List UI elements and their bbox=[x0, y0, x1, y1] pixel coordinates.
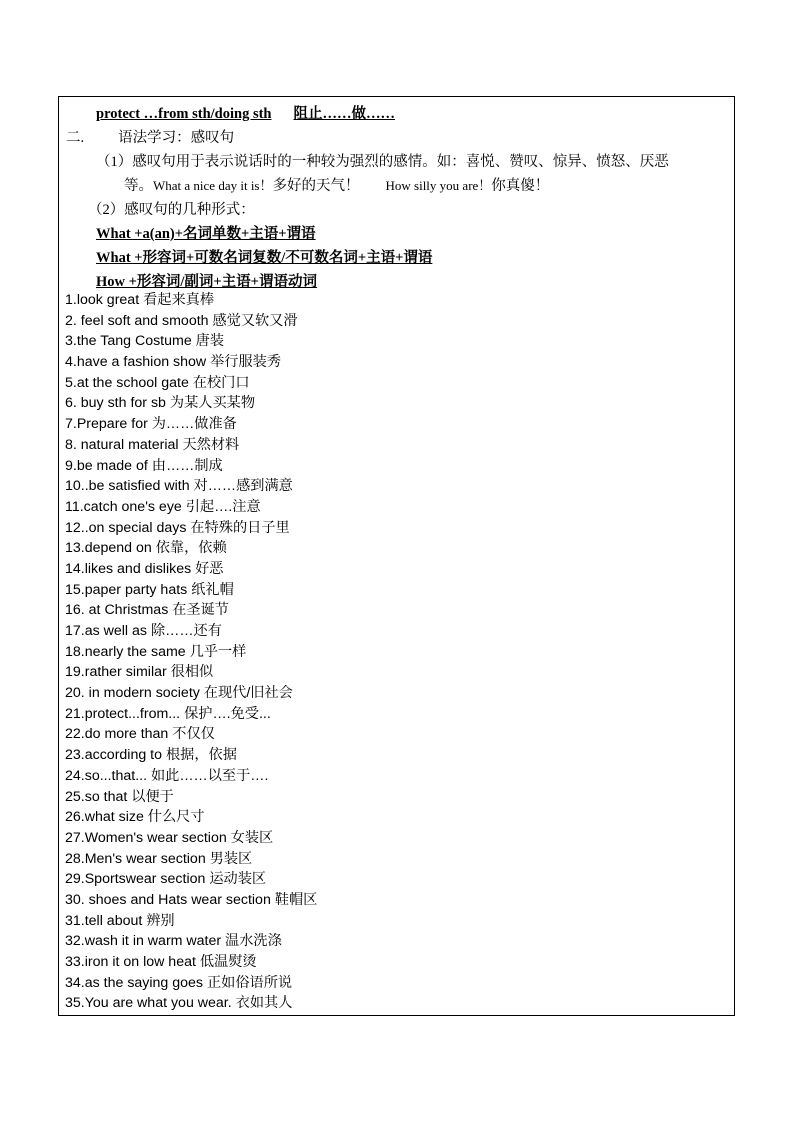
vocab-item: 8. natural material 天然材料 bbox=[65, 436, 240, 453]
vocab-item: 14.likes and dislikes 好恶 bbox=[65, 560, 224, 577]
vocab-item: 16. at Christmas 在圣诞节 bbox=[65, 602, 229, 619]
pattern-2: What +形容词+可数名词复数/不可数名词+主语+谓语 bbox=[96, 250, 433, 266]
section-heading bbox=[66, 126, 234, 147]
vocab-item: 21.protect...from... 保护….免受... bbox=[65, 705, 271, 722]
vocab-item: 25.so that 以便于 bbox=[65, 788, 174, 805]
point-2: （2）感叹句的几种形式： bbox=[88, 202, 255, 218]
vocab-item: 11.catch one's eye 引起….注意 bbox=[65, 498, 261, 515]
vocab-item: 2. feel soft and smooth 感觉又软又滑 bbox=[65, 312, 298, 329]
example-1-chinese: 多好的天气！ bbox=[272, 178, 360, 194]
vocab-item: 10..be satisfied with 对……感到满意 bbox=[65, 478, 293, 495]
vocab-item: 32.wash it in warm water 温水洗涤 bbox=[65, 933, 282, 950]
vocab-item: 9.be made of 由……制成 bbox=[65, 457, 223, 474]
example-1-english: What a nice day it is！ bbox=[153, 178, 273, 193]
vocab-item: 4.have a fashion show 举行服装秀 bbox=[65, 354, 282, 371]
protect-phrase: protect …from sth/doing sth bbox=[96, 106, 272, 122]
pattern-3: How +形容词/副词+主语+谓语动词 bbox=[96, 274, 317, 290]
vocab-item: 24.so...that... 如此……以至于…. bbox=[65, 767, 269, 784]
point-1-line-2 bbox=[124, 174, 549, 195]
protect-phrase-line bbox=[96, 102, 395, 123]
vocab-item: 22.do more than 不仅仅 bbox=[65, 726, 215, 743]
vocab-item: 3.the Tang Costume 唐装 bbox=[65, 333, 225, 350]
vocab-item: 12..on special days 在特殊的日子里 bbox=[65, 519, 290, 536]
pattern-1: What +a(an)+名词单数+主语+谓语 bbox=[96, 226, 316, 242]
vocab-item: 7.Prepare for 为……做准备 bbox=[65, 416, 237, 433]
vocab-item: 35.You are what you wear. 衣如其人 bbox=[65, 995, 293, 1012]
vocab-item: 27.Women's wear section 女装区 bbox=[65, 829, 274, 846]
vocab-item: 26.what size 什么尺寸 bbox=[65, 809, 205, 826]
vocab-item: 15.paper party hats 纸礼帽 bbox=[65, 581, 234, 598]
vocab-item: 34.as the saying goes 正如俗语所说 bbox=[65, 974, 293, 991]
vocab-item: 18.nearly the same 几乎一样 bbox=[65, 643, 247, 660]
section-number: 二. bbox=[66, 130, 85, 146]
vocab-item: 20. in modern society 在现代/旧社会 bbox=[65, 685, 293, 702]
example-2-chinese: 你真傻！ bbox=[491, 178, 550, 194]
vocab-item: 1.look great 看起来真棒 bbox=[65, 292, 215, 308]
vocab-item: 23.according to 根据，依据 bbox=[65, 747, 237, 764]
vocab-item: 13.depend on 依靠，依赖 bbox=[65, 540, 227, 557]
vocab-item: 30. shoes and Hats wear section 鞋帽区 bbox=[65, 891, 318, 908]
vocab-item: 29.Sportswear section 运动装区 bbox=[65, 871, 267, 888]
point-1-line-1: （1）感叹句用于表示说话时的一种较为强烈的感情。如：喜悦、赞叹、惊异、愤怒、厌恶 bbox=[96, 154, 669, 170]
vocab-item: 28.Men's wear section 男装区 bbox=[65, 850, 253, 867]
point-1-prefix: 等。 bbox=[124, 178, 153, 194]
vocab-item: 19.rather similar 很相似 bbox=[65, 664, 214, 681]
vocab-item: 17.as well as 除……还有 bbox=[65, 623, 222, 639]
example-2-english: How silly you are！ bbox=[385, 178, 492, 193]
vocab-item: 6. buy sth for sb 为某人买某物 bbox=[65, 395, 256, 412]
protect-meaning: 阻止……做…… bbox=[293, 106, 395, 122]
vocabulary-list bbox=[65, 290, 317, 1014]
section-title: 语法学习：感叹句 bbox=[118, 130, 235, 146]
vocab-item: 31.tell about 辨别 bbox=[65, 912, 175, 929]
vocab-item: 5.at the school gate 在校门口 bbox=[65, 374, 250, 391]
vocab-item: 33.iron it on low heat 低温熨烫 bbox=[65, 954, 257, 970]
